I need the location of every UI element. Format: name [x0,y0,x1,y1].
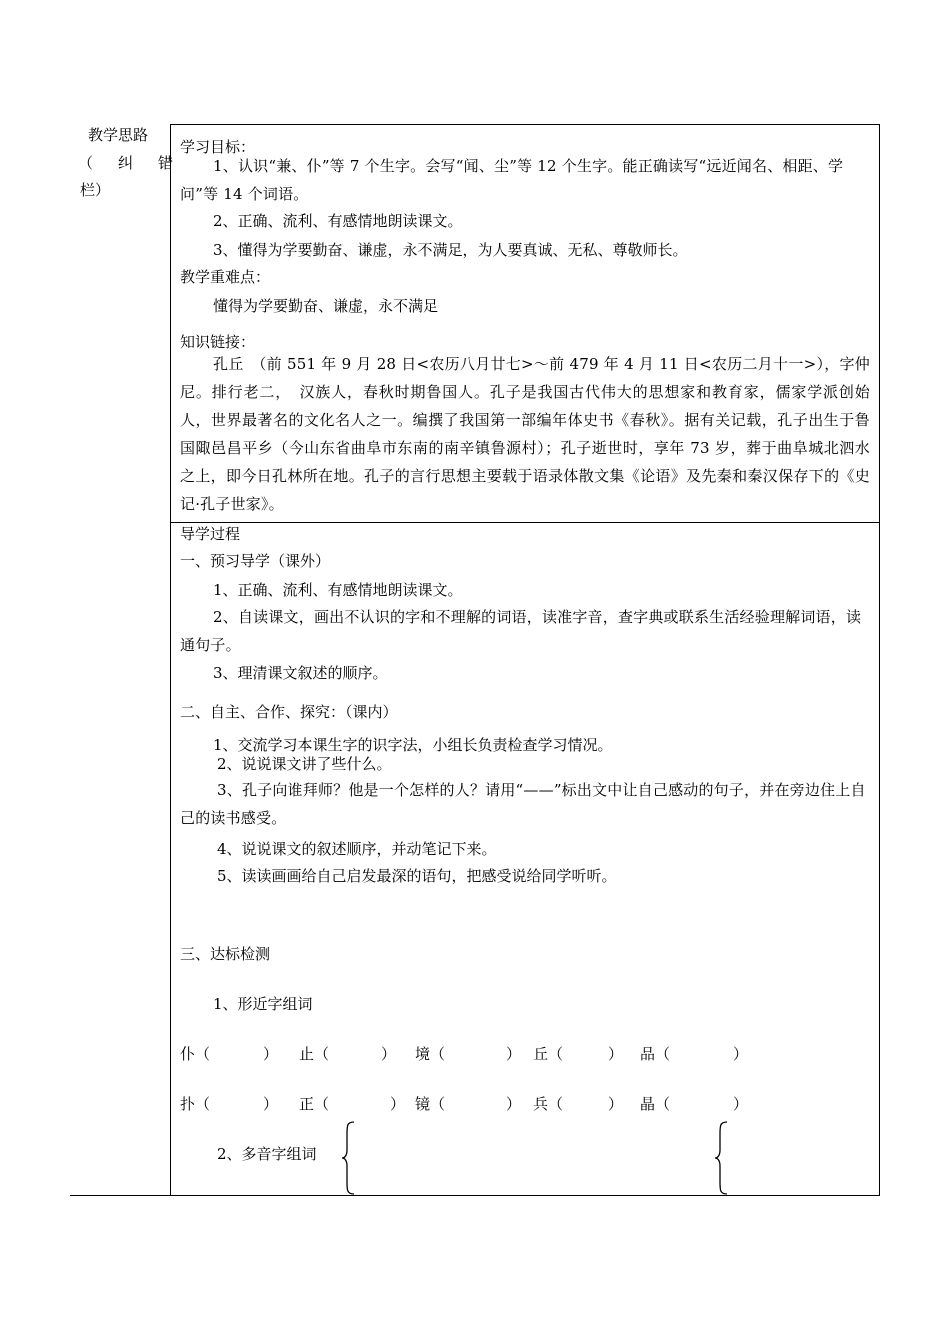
left-column-label-line2: （ 纠 错 [78,154,179,172]
row1-cell-2: ） [263,1045,279,1063]
row2-cell-9: 晶（ [640,1095,671,1113]
section3-sub1: 1、形近字组词 [213,995,313,1013]
section3-sub2: 2、多音字组词 [217,1145,317,1163]
process-heading: 导学过程 [180,525,241,543]
objective-item-2: 2、正确、流利、有感情地朗读课文。 [213,212,463,230]
section3-title: 三、达标检测 [180,945,271,963]
row2-cell-10: ） [733,1095,749,1113]
knowledge-heading: 知识链接： [180,333,256,351]
row1-cell-3: 止（ [299,1045,330,1063]
row2-cell-7: 兵（ [533,1095,564,1113]
row2-cell-5: 镜（ [415,1095,446,1113]
row1-cell-4: ） [381,1045,397,1063]
table-right-border [879,124,880,1196]
row1-cell-8: ） [608,1045,624,1063]
row1-cell-1: 仆（ [180,1045,211,1063]
row1-cell-5: 境（ [415,1045,446,1063]
row2-cell-6: ） [506,1095,522,1113]
objective-item-1: 1、认识“兼、仆”等 7 个生字。会写“闻、尘”等 12 个生字。能正确读写“远近闻名、相距、学问”等 14 个词语。 [180,157,844,203]
knowledge-text: 孔丘 （前 551 年 9 月 28 日<农历八月廿七>～前 479 年 4 月 11 日<农历二月十一>），字仲尼。排行老二， 汉族人，春秋时期鲁国人。孔子是我国古代伟大的思想家和教育家，儒家学派创始人，世界最著名的文化名人之一。编撰了我国第一部编年体史书《春秋》。据有关记载，孔子出生于鲁国陬邑昌平乡（今山东省曲阜市东南的南辛镇鲁源村）；孔子逝世时，享年 73 岁，葬于曲阜城北泗水之上，即今日孔林所在地。孔子的言行思想主要载于语录体散文集《论语》及先秦和秦汉保存下的《史记·孔子世家》。 [180,355,870,513]
key-points-text: 懂得为学要勤奋、谦虚，永不满足 [213,297,439,315]
row2-cell-1: 扑（ [180,1095,211,1113]
section1-title: 一、预习导学（课外） [180,552,331,570]
row2-cell-3: 正（ [299,1095,330,1113]
row1-cell-6: ） [506,1045,522,1063]
left-curly-brace [340,1120,356,1196]
section2-item-1: 1、交流学习本课生字的识字法，小组长负责检查学习情况。 [213,736,613,754]
section1-item-3: 3、理清课文叙述的顺序。 [213,664,388,682]
row1-cell-9: 品（ [640,1045,671,1063]
row2-cell-8: ） [608,1095,624,1113]
row1-cell-7: 丘（ [533,1045,564,1063]
section1-item-2: 2、自读课文，画出不认识的字和不理解的词语，读准字音，查字典或联系生活经验理解词语，读通句子。 [180,608,862,654]
row1-cell-10: ） [733,1045,749,1063]
row2-cell-2: ） [263,1095,279,1113]
section2-item-5: 5、读读画画给自己启发最深的语句，把感受说给同学听听。 [217,867,617,885]
row2-cell-4: ） [390,1095,406,1113]
objective-item-3: 3、懂得为学要勤奋、谦虚，永不满足，为人要真诚、无私、尊敬师长。 [213,241,688,259]
section2-item-3: 3、孔子向谁拜师？他是一个怎样的人？请用“——”标出文中让自己感动的句子，并在旁边住上自己的读书感受。 [180,781,866,827]
section2-title: 二、自主、合作、探究：（课内） [180,703,398,721]
section2-item-4: 4、说说课文的叙述顺序，并动笔记下来。 [217,840,497,858]
right-curly-brace [713,1120,729,1196]
objectives-heading: 学习目标： [180,138,256,156]
column-divider [170,124,171,1196]
table-top-border [170,124,880,125]
table-bottom-border [70,1195,880,1196]
section2-item-2: 2、说说课文讲了些什么。 [217,755,392,773]
left-column-label-line1: 教学思路 [88,126,149,144]
row-divider [170,522,880,523]
section1-item-1: 1、正确、流利、有感情地朗读课文。 [213,581,463,599]
key-points-heading: 教学重难点： [180,268,271,286]
left-column-label-line3: 栏） [80,181,111,199]
